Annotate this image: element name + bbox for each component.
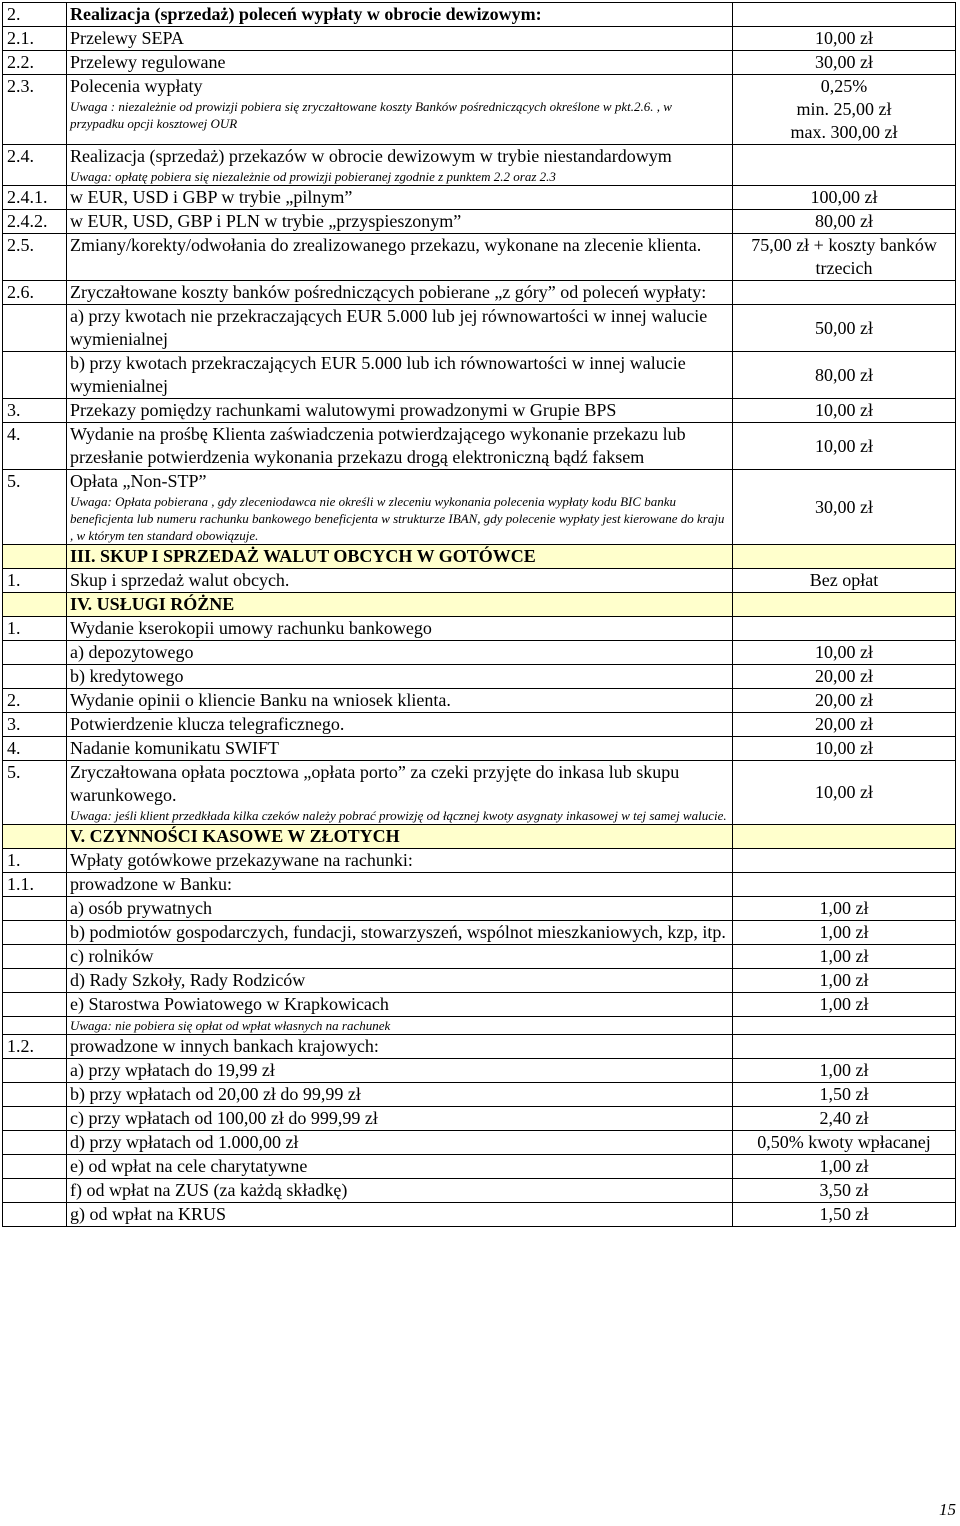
fee-value — [733, 281, 956, 305]
item-note: Uwaga : niezależnie od prowizji pobiera się zryczałtowane koszty Banków pośredniczących określone w pkt.2.6. , w przypadku opcji kosztowej OUR — [70, 99, 672, 131]
item-description — [67, 352, 733, 399]
fee-value: 100,00 zł — [733, 186, 956, 210]
item-number — [3, 1203, 67, 1227]
item-description — [67, 761, 733, 825]
item-number: 2.2. — [3, 51, 67, 75]
item-note: Uwaga: opłatę pobiera się niezależnie od prowizji pobieranej zgodnie z punktem 2.2 oraz 2.3 — [70, 169, 556, 184]
table-row — [3, 27, 956, 51]
fee-table — [2, 2, 956, 1227]
table-row — [3, 1083, 956, 1107]
fee-value: 20,00 zł — [733, 665, 956, 689]
item-number — [3, 665, 67, 689]
item-note: Uwaga: jeśli klient przedkłada kilka czeków należy pobrać prowizję od łącznej kwoty asygnaty inkasowej w tej samej walucie. — [70, 808, 727, 823]
table-row — [3, 281, 956, 305]
fee-value: 20,00 zł — [733, 713, 956, 737]
page-number: 15 — [939, 1500, 956, 1519]
item-number: 2.3. — [3, 75, 67, 145]
item-description — [67, 1155, 733, 1179]
fee-value: 3,50 zł — [733, 1179, 956, 1203]
item-description — [67, 1179, 733, 1203]
table-row — [3, 75, 956, 145]
table-row — [3, 423, 956, 470]
item-number — [3, 352, 67, 399]
item-number: 1. — [3, 569, 67, 593]
item-number — [3, 1083, 67, 1107]
item-text: f) od wpłat na ZUS (za każdą składkę) — [70, 1180, 348, 1200]
table-row — [3, 1059, 956, 1083]
fee-value: 10,00 zł — [733, 761, 956, 825]
item-description — [67, 210, 733, 234]
item-number — [3, 1107, 67, 1131]
item-text: d) przy wpłatach od 1.000,00 zł — [70, 1132, 299, 1152]
table-row — [3, 897, 956, 921]
table-row — [3, 470, 956, 545]
item-number: 1.1. — [3, 873, 67, 897]
item-text: Wydanie na prośbę Klienta zaświadczenia potwierdzającego wykonanie przekazu lub przesłanie potwierdzenia wykonania przekazu drogą elektroniczną bądź faksem — [70, 424, 686, 467]
fee-value: 80,00 zł — [733, 352, 956, 399]
item-text: w EUR, USD i GBP w trybie „pilnym” — [70, 187, 353, 207]
item-number — [3, 1059, 67, 1083]
item-description — [67, 593, 733, 617]
table-row — [3, 569, 956, 593]
table-row — [3, 849, 956, 873]
item-number — [3, 305, 67, 352]
item-text: Przekazy pomiędzy rachunkami walutowymi prowadzonymi w Grupie BPS — [70, 400, 617, 420]
item-description — [67, 1017, 733, 1035]
fee-value: 1,00 zł — [733, 1059, 956, 1083]
item-description — [67, 27, 733, 51]
item-number: 3. — [3, 713, 67, 737]
item-text: a) przy kwotach nie przekraczających EUR 5.000 lub jej równowartości w innej walucie wymienialnej — [70, 306, 708, 349]
table-row — [3, 1017, 956, 1035]
table-row — [3, 761, 956, 825]
item-text: c) rolników — [70, 946, 154, 966]
fee-value: 1,00 zł — [733, 945, 956, 969]
item-description — [67, 1131, 733, 1155]
fee-value — [733, 145, 956, 186]
item-description — [67, 825, 733, 849]
fee-value: 75,00 zł + koszty banków trzecich — [733, 234, 956, 281]
table-row — [3, 1203, 956, 1227]
item-text: e) od wpłat na cele charytatywne — [70, 1156, 308, 1176]
item-text: a) osób prywatnych — [70, 898, 212, 918]
table-row — [3, 305, 956, 352]
item-text: Wydanie opinii o kliencie Banku na wniosek klienta. — [70, 690, 451, 710]
fee-value: 20,00 zł — [733, 689, 956, 713]
item-description — [67, 470, 733, 545]
item-text: Potwierdzenie klucza telegraficznego. — [70, 714, 345, 734]
table-row — [3, 617, 956, 641]
fee-value: 80,00 zł — [733, 210, 956, 234]
table-row — [3, 3, 956, 27]
item-number: 2.1. — [3, 27, 67, 51]
item-number — [3, 641, 67, 665]
item-number — [3, 1017, 67, 1035]
item-number — [3, 897, 67, 921]
item-text: Skup i sprzedaż walut obcych. — [70, 570, 290, 590]
item-number: 1.2. — [3, 1035, 67, 1059]
item-description — [67, 305, 733, 352]
fee-value: 2,40 zł — [733, 1107, 956, 1131]
item-description — [67, 713, 733, 737]
fee-value: 1,00 zł — [733, 921, 956, 945]
item-description — [67, 399, 733, 423]
table-row — [3, 993, 956, 1017]
fee-value: 10,00 zł — [733, 423, 956, 470]
item-text: Nadanie komunikatu SWIFT — [70, 738, 279, 758]
item-number — [3, 1131, 67, 1155]
fee-value — [733, 1035, 956, 1059]
table-row — [3, 873, 956, 897]
item-text: Zryczałtowane koszty banków pośredniczących pobierane „z góry” od poleceń wypłaty: — [70, 282, 707, 302]
fee-value: 50,00 zł — [733, 305, 956, 352]
item-text: b) podmiotów gospodarczych, fundacji, stowarzyszeń, wspólnot mieszkaniowych, kzp, itp. — [70, 922, 726, 942]
item-description — [67, 921, 733, 945]
table-row — [3, 689, 956, 713]
item-description — [67, 689, 733, 713]
item-number: 2.4.1. — [3, 186, 67, 210]
item-text: prowadzone w innych bankach krajowych: — [70, 1036, 379, 1056]
item-text: Realizacja (sprzedaż) poleceń wypłaty w obrocie dewizowym: — [70, 4, 542, 24]
item-description — [67, 51, 733, 75]
table-row — [3, 641, 956, 665]
fee-value: 1,50 zł — [733, 1083, 956, 1107]
table-row — [3, 737, 956, 761]
item-description — [67, 1203, 733, 1227]
item-number: 2.6. — [3, 281, 67, 305]
fee-value — [733, 873, 956, 897]
item-text: d) Rady Szkoły, Rady Rodziców — [70, 970, 306, 990]
table-row — [3, 1035, 956, 1059]
item-text: b) przy wpłatach od 20,00 zł do 99,99 zł — [70, 1084, 361, 1104]
item-number: 4. — [3, 423, 67, 470]
table-row — [3, 545, 956, 569]
table-row — [3, 186, 956, 210]
item-text: Wydanie kserokopii umowy rachunku bankowego — [70, 618, 432, 638]
table-row — [3, 1107, 956, 1131]
item-text: Opłata „Non-STP” — [70, 471, 207, 491]
fee-value: Bez opłat — [733, 569, 956, 593]
item-number: 1. — [3, 849, 67, 873]
item-number — [3, 545, 67, 569]
fee-value: 1,50 zł — [733, 1203, 956, 1227]
table-row — [3, 210, 956, 234]
item-description — [67, 545, 733, 569]
item-text: V. CZYNNOŚCI KASOWE W ZŁOTYCH — [70, 826, 400, 846]
item-text: Przelewy regulowane — [70, 52, 226, 72]
table-row — [3, 1179, 956, 1203]
item-number: 2. — [3, 689, 67, 713]
item-text: III. SKUP I SPRZEDAŻ WALUT OBCYCH W GOTÓWCE — [70, 546, 536, 566]
table-row — [3, 945, 956, 969]
fee-value: 10,00 zł — [733, 737, 956, 761]
item-number — [3, 969, 67, 993]
fee-value — [733, 849, 956, 873]
item-text: Przelewy SEPA — [70, 28, 184, 48]
item-note: Uwaga: Opłata pobierana , gdy zleceniodawca nie określi w zleceniu wykonania polecenia wypłaty kodu BIC banku beneficjenta lub numeru rachunku bankowego beneficjenta w strukturze IBAN, gdy polecenie wypłaty jest kierowane do kraju , w którym ten standard obowiązuje. — [70, 494, 725, 543]
fee-value: 30,00 zł — [733, 470, 956, 545]
table-row — [3, 969, 956, 993]
fee-value: 1,00 zł — [733, 1155, 956, 1179]
item-number: 4. — [3, 737, 67, 761]
item-description — [67, 969, 733, 993]
item-text: Polecenia wypłaty — [70, 76, 203, 96]
item-text: b) kredytowego — [70, 666, 184, 686]
fee-value: 1,00 zł — [733, 969, 956, 993]
item-number: 5. — [3, 761, 67, 825]
item-description — [67, 737, 733, 761]
fee-value — [733, 1017, 956, 1035]
item-number — [3, 921, 67, 945]
item-text: IV. USŁUGI RÓŻNE — [70, 594, 235, 614]
item-number: 5. — [3, 470, 67, 545]
item-number — [3, 825, 67, 849]
item-number — [3, 945, 67, 969]
table-row — [3, 1131, 956, 1155]
fee-value: 0,50% kwoty wpłacanej — [733, 1131, 956, 1155]
fee-value — [733, 3, 956, 27]
item-number: 2.4. — [3, 145, 67, 186]
item-number: 2. — [3, 3, 67, 27]
item-description — [67, 234, 733, 281]
item-text: e) Starostwa Powiatowego w Krapkowicach — [70, 994, 389, 1014]
item-text: Wpłaty gotówkowe przekazywane na rachunki: — [70, 850, 413, 870]
item-description — [67, 1083, 733, 1107]
table-row — [3, 1155, 956, 1179]
item-text: w EUR, USD, GBP i PLN w trybie „przyspieszonym” — [70, 211, 462, 231]
item-text: a) przy wpłatach do 19,99 zł — [70, 1060, 275, 1080]
item-text: c) przy wpłatach od 100,00 zł do 999,99 zł — [70, 1108, 378, 1128]
item-number: 3. — [3, 399, 67, 423]
item-text: g) od wpłat na KRUS — [70, 1204, 226, 1224]
item-description — [67, 641, 733, 665]
fee-value: 30,00 zł — [733, 51, 956, 75]
item-number: 2.4.2. — [3, 210, 67, 234]
item-description — [67, 1059, 733, 1083]
item-description — [67, 665, 733, 689]
item-description — [67, 145, 733, 186]
item-text: Zryczałtowana opłata pocztowa „opłata porto” za czeki przyjęte do inkasa lub skupu warunkowego. — [70, 762, 680, 805]
table-row — [3, 352, 956, 399]
table-row — [3, 921, 956, 945]
item-number: 2.5. — [3, 234, 67, 281]
item-description — [67, 617, 733, 641]
fee-value — [733, 617, 956, 641]
item-number — [3, 1155, 67, 1179]
item-description — [67, 186, 733, 210]
item-number — [3, 993, 67, 1017]
fee-value — [733, 545, 956, 569]
item-number — [3, 593, 67, 617]
fee-value — [733, 593, 956, 617]
fee-value: 10,00 zł — [733, 399, 956, 423]
table-row — [3, 825, 956, 849]
item-description — [67, 569, 733, 593]
item-description — [67, 1107, 733, 1131]
item-description — [67, 1035, 733, 1059]
item-description — [67, 75, 733, 145]
item-text: a) depozytowego — [70, 642, 194, 662]
fee-value: 10,00 zł — [733, 27, 956, 51]
table-row — [3, 234, 956, 281]
table-row — [3, 713, 956, 737]
table-row — [3, 145, 956, 186]
table-row — [3, 399, 956, 423]
item-text: Zmiany/korekty/odwołania do zrealizowanego przekazu, wykonane na zlecenie klienta. — [70, 235, 702, 255]
table-row — [3, 51, 956, 75]
item-description — [67, 873, 733, 897]
item-description — [67, 423, 733, 470]
item-text: b) przy kwotach przekraczających EUR 5.000 lub ich równowartości w innej walucie wymienialnej — [70, 353, 686, 396]
fee-value — [733, 825, 956, 849]
fee-value: 10,00 zł — [733, 641, 956, 665]
item-description — [67, 945, 733, 969]
item-description — [67, 897, 733, 921]
item-description — [67, 3, 733, 27]
item-note: Uwaga: nie pobiera się opłat od wpłat własnych na rachunek — [70, 1018, 391, 1033]
table-row — [3, 665, 956, 689]
item-number: 1. — [3, 617, 67, 641]
item-text: prowadzone w Banku: — [70, 874, 232, 894]
item-description — [67, 849, 733, 873]
item-number — [3, 1179, 67, 1203]
table-row — [3, 593, 956, 617]
fee-value: 1,00 zł — [733, 993, 956, 1017]
fee-value: 0,25% min. 25,00 zł max. 300,00 zł — [733, 75, 956, 145]
item-description — [67, 281, 733, 305]
item-description — [67, 993, 733, 1017]
item-text: Realizacja (sprzedaż) przekazów w obrocie dewizowym w trybie niestandardowym — [70, 146, 672, 166]
fee-value: 1,00 zł — [733, 897, 956, 921]
